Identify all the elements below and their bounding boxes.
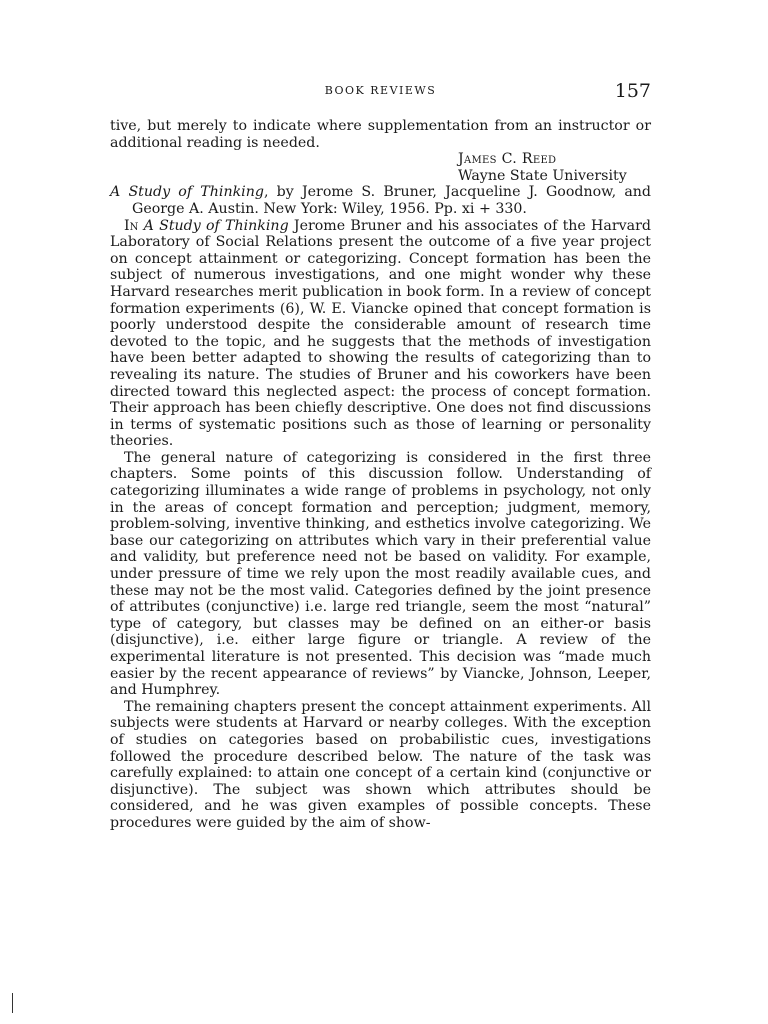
reviewer-affiliation: Wayne State University — [458, 167, 627, 184]
review-paragraph-2: The general nature of categorizing is considered in the first three chapters. Some points of this discussion follow. Understanding of categorizing illuminates a wide range of problems in psychology, not only in the areas of concept formation and perception; judgment, memory, problem-solving, inventive thinking, and esthetics involve categorizing. We base our categorizing on attributes which vary in their preferential value and validity, but preference need not be based on validity. For example, under pressure of time we rely upon the most readily available cues, and these may not be the most valid. Categories defined by the joint presence of attributes (conjunctive) i.e. large red triangle, seem the most “natural” type of category, but classes may be defined on an either-or basis (disjunctive), i.e. either large figure or triangle. A review of the experimental literature is not presented. This decision was “made much easier by the recent appearance of reviews” by Viancke, Johnson, Leeper, and Humphrey. — [110, 449, 651, 699]
review-paragraph-3: The remaining chapters present the concept attainment experiments. All subjects were students at Harvard or nearby colleges. With the exception of studies on categories based on probabilistic cues, investigations followed the procedure described below. The nature of the task was carefully explained: to attain one concept of a certain kind (conjunctive or disjunctive). The subject was shown which attributes should be considered, and he was given examples of possible concepts. These procedures were guided by the aim of show- — [110, 698, 651, 831]
book-title: A Study of Thinking — [110, 184, 264, 201]
review-paragraph-1 — [110, 218, 651, 450]
margin-mark — [12, 993, 13, 1013]
book-citation — [110, 184, 651, 217]
page-body — [110, 118, 651, 832]
running-head — [110, 80, 651, 104]
inline-book-title: A Study of Thinking — [143, 217, 289, 234]
paragraph-lead-word: In — [124, 217, 139, 234]
citation-details: , by Jerome S. Bruner, Jacqueline J. Goodnow, and George A. Austin. New York: Wiley, 1956. Pp. xi + 330. — [132, 184, 651, 217]
page-number: 157 — [614, 80, 651, 102]
previous-review-closing: tive, but merely to indicate where supplementation from an instructor or additional reading is needed. — [110, 118, 651, 151]
reviewer-signature — [458, 151, 651, 184]
running-title: BOOK REVIEWS — [324, 84, 437, 97]
reviewer-name: James C. Reed — [458, 151, 557, 168]
paragraph-1-text: Jerome Bruner and his associates of the Harvard Laboratory of Social Relations present the outcome of a five year project on concept attainment or categorizing. Concept formation has been the subject of numerous investigations, and one might wonder why these Harvard researches merit publication in book form. In a review of concept formation experiments (6), W. E. Viancke opined that concept formation is poorly understood despite the considerable amount of research time devoted to the topic, and he suggests that the methods of investigation have been better adapted to showing the results of categorizing than to revealing its nature. The studies of Bruner and his coworkers have been directed toward this neglected aspect: the process of concept formation. Their approach has been chiefly descriptive. One does not find discussions in terms of systematic positions such as those of learning or personality theories. — [110, 217, 651, 450]
